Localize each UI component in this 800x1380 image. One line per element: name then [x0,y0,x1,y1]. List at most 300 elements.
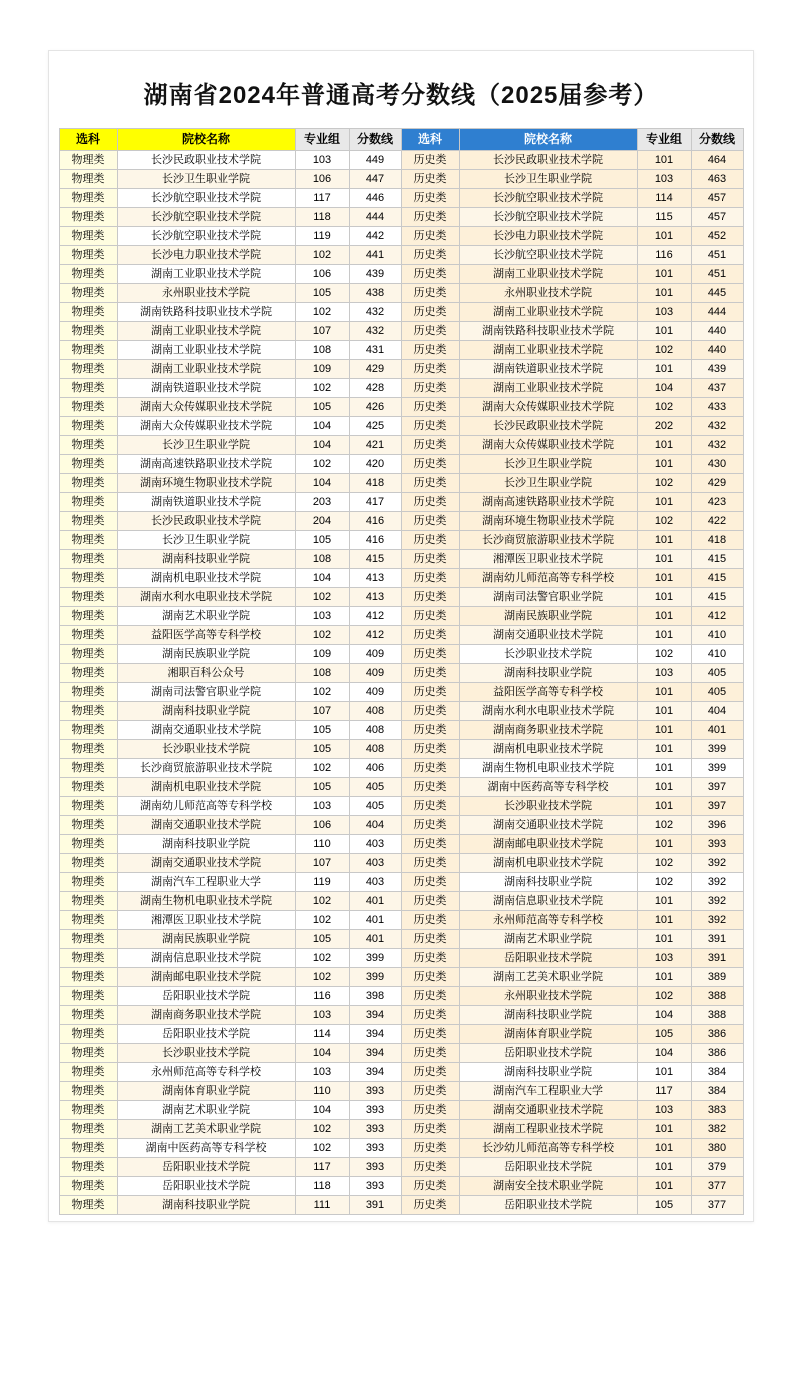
cell-school-right: 湖南工程职业技术学院 [459,1120,637,1139]
cell-score-left: 394 [349,1006,401,1025]
cell-score-right: 392 [691,854,743,873]
cell-score-right: 412 [691,607,743,626]
cell-subject-left: 物理类 [59,322,117,341]
cell-group-left: 102 [295,588,349,607]
cell-score-left: 393 [349,1101,401,1120]
cell-score-right: 418 [691,531,743,550]
table-row [59,341,743,360]
cell-subject-left: 物理类 [59,474,117,493]
cell-score-right: 397 [691,797,743,816]
table-row [59,569,743,588]
cell-school-left: 永州职业技术学院 [117,284,295,303]
cell-score-right: 430 [691,455,743,474]
table-row [59,208,743,227]
cell-subject-left: 物理类 [59,265,117,284]
cell-school-right: 湖南司法警官职业学院 [459,588,637,607]
cell-subject-right: 历史类 [401,968,459,987]
cell-group-left: 104 [295,417,349,436]
cell-school-right: 湖南交通职业技术学院 [459,626,637,645]
cell-score-right: 405 [691,683,743,702]
cell-subject-right: 历史类 [401,835,459,854]
score-line-table [59,128,744,1215]
cell-subject-right: 历史类 [401,227,459,246]
table-row [59,873,743,892]
cell-score-right: 384 [691,1063,743,1082]
cell-group-right: 101 [637,151,691,170]
cell-subject-left: 物理类 [59,683,117,702]
cell-school-right: 长沙职业技术学院 [459,797,637,816]
cell-group-right: 101 [637,588,691,607]
cell-subject-left: 物理类 [59,1063,117,1082]
cell-score-left: 393 [349,1139,401,1158]
cell-subject-right: 历史类 [401,1177,459,1196]
cell-subject-left: 物理类 [59,1139,117,1158]
cell-school-right: 湖南工业职业技术学院 [459,265,637,284]
cell-score-left: 421 [349,436,401,455]
cell-school-left: 湖南水利水电职业技术学院 [117,588,295,607]
cell-group-right: 102 [637,474,691,493]
cell-school-right: 湖南信息职业技术学院 [459,892,637,911]
cell-subject-right: 历史类 [401,911,459,930]
cell-subject-left: 物理类 [59,797,117,816]
cell-subject-right: 历史类 [401,645,459,664]
cell-subject-left: 物理类 [59,968,117,987]
table-row [59,759,743,778]
cell-subject-right: 历史类 [401,816,459,835]
cell-subject-right: 历史类 [401,1044,459,1063]
cell-subject-right: 历史类 [401,721,459,740]
cell-school-right: 长沙航空职业技术学院 [459,189,637,208]
table-row [59,550,743,569]
cell-score-left: 429 [349,360,401,379]
cell-group-left: 102 [295,911,349,930]
cell-group-left: 108 [295,550,349,569]
cell-school-left: 湖南机电职业技术学院 [117,778,295,797]
cell-group-right: 101 [637,759,691,778]
cell-group-left: 103 [295,797,349,816]
cell-score-left: 447 [349,170,401,189]
cell-subject-right: 历史类 [401,778,459,797]
table-row [59,1025,743,1044]
cell-subject-right: 历史类 [401,550,459,569]
cell-subject-right: 历史类 [401,1082,459,1101]
cell-subject-left: 物理类 [59,949,117,968]
cell-group-left: 116 [295,987,349,1006]
table-row [59,284,743,303]
cell-school-left: 湖南民族职业学院 [117,645,295,664]
table-row [59,398,743,417]
cell-school-right: 湖南工业职业技术学院 [459,341,637,360]
cell-school-left: 湖南商务职业技术学院 [117,1006,295,1025]
cell-school-right: 长沙民政职业技术学院 [459,151,637,170]
cell-subject-right: 历史类 [401,683,459,702]
cell-subject-right: 历史类 [401,987,459,1006]
cell-school-left: 长沙航空职业技术学院 [117,208,295,227]
cell-score-left: 399 [349,949,401,968]
cell-school-left: 益阳医学高等专科学校 [117,626,295,645]
table-row [59,987,743,1006]
cell-school-right: 湖南科技职业学院 [459,664,637,683]
cell-group-left: 104 [295,569,349,588]
cell-score-right: 404 [691,702,743,721]
cell-group-left: 102 [295,455,349,474]
cell-subject-left: 物理类 [59,550,117,569]
cell-school-right: 湖南工艺美术职业学院 [459,968,637,987]
cell-school-left: 湖南机电职业技术学院 [117,569,295,588]
cell-subject-left: 物理类 [59,1158,117,1177]
cell-score-left: 444 [349,208,401,227]
cell-group-right: 101 [637,835,691,854]
cell-group-left: 119 [295,227,349,246]
cell-group-right: 202 [637,417,691,436]
cell-subject-right: 历史类 [401,1063,459,1082]
cell-subject-left: 物理类 [59,493,117,512]
cell-group-right: 102 [637,341,691,360]
cell-score-right: 391 [691,949,743,968]
cell-score-right: 415 [691,550,743,569]
cell-school-left: 湖南铁道职业技术学院 [117,493,295,512]
cell-subject-right: 历史类 [401,569,459,588]
cell-score-right: 388 [691,987,743,1006]
cell-group-left: 105 [295,930,349,949]
cell-score-left: 409 [349,683,401,702]
cell-group-left: 102 [295,1120,349,1139]
cell-subject-left: 物理类 [59,607,117,626]
cell-group-left: 105 [295,398,349,417]
cell-group-right: 101 [637,322,691,341]
cell-group-left: 102 [295,1139,349,1158]
cell-school-right: 湖南机电职业技术学院 [459,740,637,759]
cell-score-left: 405 [349,778,401,797]
cell-subject-left: 物理类 [59,778,117,797]
cell-subject-left: 物理类 [59,1101,117,1120]
cell-subject-right: 历史类 [401,151,459,170]
table-row [59,1063,743,1082]
cell-school-left: 湖南体育职业学院 [117,1082,295,1101]
cell-subject-right: 历史类 [401,1196,459,1215]
cell-school-left: 湖南艺术职业学院 [117,1101,295,1120]
cell-group-left: 103 [295,1006,349,1025]
cell-score-right: 410 [691,626,743,645]
cell-school-left: 岳阳职业技术学院 [117,987,295,1006]
cell-score-right: 384 [691,1082,743,1101]
cell-score-left: 438 [349,284,401,303]
cell-score-left: 404 [349,816,401,835]
cell-subject-left: 物理类 [59,398,117,417]
table-row [59,1006,743,1025]
cell-score-left: 403 [349,854,401,873]
cell-subject-right: 历史类 [401,417,459,436]
cell-score-left: 432 [349,322,401,341]
cell-score-left: 398 [349,987,401,1006]
cell-group-left: 107 [295,702,349,721]
cell-subject-right: 历史类 [401,1120,459,1139]
cell-score-right: 444 [691,303,743,322]
cell-subject-left: 物理类 [59,284,117,303]
cell-school-right: 湖南科技职业学院 [459,1006,637,1025]
cell-score-left: 403 [349,873,401,892]
table-row [59,531,743,550]
cell-score-left: 415 [349,550,401,569]
cell-subject-left: 物理类 [59,854,117,873]
table-row [59,664,743,683]
cell-score-right: 422 [691,512,743,531]
cell-school-left: 岳阳职业技术学院 [117,1177,295,1196]
cell-score-left: 412 [349,607,401,626]
table-row [59,607,743,626]
cell-group-right: 102 [637,987,691,1006]
cell-score-right: 386 [691,1044,743,1063]
cell-school-left: 湖南工业职业技术学院 [117,322,295,341]
cell-school-left: 湖南科技职业学院 [117,835,295,854]
cell-subject-right: 历史类 [401,664,459,683]
cell-group-left: 114 [295,1025,349,1044]
cell-school-left: 湖南工业职业技术学院 [117,265,295,284]
cell-school-right: 湖南民族职业学院 [459,607,637,626]
cell-school-left: 岳阳职业技术学院 [117,1025,295,1044]
cell-subject-right: 历史类 [401,1158,459,1177]
table-row [59,170,743,189]
cell-score-right: 383 [691,1101,743,1120]
cell-group-left: 105 [295,284,349,303]
table-row [59,968,743,987]
cell-school-right: 湖南水利水电职业技术学院 [459,702,637,721]
cell-score-left: 394 [349,1044,401,1063]
cell-subject-left: 物理类 [59,436,117,455]
cell-score-right: 423 [691,493,743,512]
cell-school-right: 长沙幼儿师范高等专科学校 [459,1139,637,1158]
cell-group-left: 102 [295,949,349,968]
cell-subject-left: 物理类 [59,987,117,1006]
cell-score-left: 408 [349,721,401,740]
cell-group-right: 105 [637,1025,691,1044]
cell-subject-left: 物理类 [59,208,117,227]
cell-group-left: 104 [295,436,349,455]
cell-group-left: 117 [295,189,349,208]
cell-score-left: 408 [349,702,401,721]
cell-subject-right: 历史类 [401,303,459,322]
cell-school-right: 长沙职业技术学院 [459,645,637,664]
cell-score-left: 416 [349,531,401,550]
table-row [59,474,743,493]
table-row [59,892,743,911]
cell-score-left: 403 [349,835,401,854]
cell-school-left: 长沙电力职业技术学院 [117,246,295,265]
cell-group-right: 101 [637,968,691,987]
cell-score-left: 393 [349,1082,401,1101]
cell-subject-right: 历史类 [401,170,459,189]
header-cell: 院校名称 [459,129,637,151]
cell-subject-left: 物理类 [59,531,117,550]
cell-subject-right: 历史类 [401,341,459,360]
cell-score-right: 429 [691,474,743,493]
header-cell: 分数线 [349,129,401,151]
table-row [59,417,743,436]
cell-school-right: 湖南汽车工程职业大学 [459,1082,637,1101]
cell-school-left: 湘潭医卫职业技术学院 [117,911,295,930]
cell-school-right: 长沙卫生职业学院 [459,455,637,474]
cell-subject-left: 物理类 [59,189,117,208]
table-row [59,436,743,455]
cell-group-right: 103 [637,1101,691,1120]
cell-school-right: 湖南生物机电职业技术学院 [459,759,637,778]
content-card [48,50,754,1222]
cell-score-left: 393 [349,1158,401,1177]
cell-group-right: 101 [637,797,691,816]
cell-subject-right: 历史类 [401,892,459,911]
cell-score-left: 425 [349,417,401,436]
cell-score-left: 409 [349,664,401,683]
table-row [59,322,743,341]
cell-score-left: 431 [349,341,401,360]
cell-group-left: 102 [295,379,349,398]
cell-subject-right: 历史类 [401,493,459,512]
cell-group-right: 104 [637,1044,691,1063]
cell-school-right: 岳阳职业技术学院 [459,949,637,968]
cell-subject-right: 历史类 [401,531,459,550]
cell-group-right: 101 [637,455,691,474]
cell-school-left: 长沙卫生职业学院 [117,531,295,550]
cell-school-left: 湖南科技职业学院 [117,550,295,569]
cell-subject-right: 历史类 [401,797,459,816]
page-fade [48,1360,752,1380]
cell-score-left: 394 [349,1025,401,1044]
cell-group-right: 102 [637,645,691,664]
cell-group-right: 101 [637,892,691,911]
cell-group-right: 104 [637,1006,691,1025]
cell-school-right: 长沙商贸旅游职业技术学院 [459,531,637,550]
cell-school-left: 湘职百科公众号 [117,664,295,683]
cell-subject-right: 历史类 [401,284,459,303]
cell-subject-right: 历史类 [401,208,459,227]
cell-score-left: 393 [349,1120,401,1139]
cell-school-left: 湖南工艺美术职业学院 [117,1120,295,1139]
cell-subject-left: 物理类 [59,1196,117,1215]
cell-group-right: 101 [637,930,691,949]
cell-group-left: 103 [295,151,349,170]
cell-subject-right: 历史类 [401,474,459,493]
cell-subject-left: 物理类 [59,512,117,531]
cell-group-left: 118 [295,1177,349,1196]
cell-subject-right: 历史类 [401,436,459,455]
cell-group-left: 108 [295,664,349,683]
cell-score-right: 432 [691,436,743,455]
cell-school-right: 永州师范高等专科学校 [459,911,637,930]
cell-score-left: 439 [349,265,401,284]
cell-group-left: 110 [295,1082,349,1101]
table-row [59,949,743,968]
cell-school-right: 长沙电力职业技术学院 [459,227,637,246]
cell-score-left: 413 [349,588,401,607]
cell-school-left: 湖南铁道职业技术学院 [117,379,295,398]
table-row [59,1158,743,1177]
cell-school-right: 岳阳职业技术学院 [459,1158,637,1177]
table-row [59,227,743,246]
cell-subject-right: 历史类 [401,512,459,531]
cell-group-left: 102 [295,759,349,778]
cell-group-left: 102 [295,246,349,265]
cell-score-right: 389 [691,968,743,987]
cell-score-right: 379 [691,1158,743,1177]
cell-school-right: 湖南体育职业学院 [459,1025,637,1044]
cell-subject-left: 物理类 [59,151,117,170]
cell-group-left: 204 [295,512,349,531]
cell-school-right: 永州职业技术学院 [459,284,637,303]
cell-score-left: 426 [349,398,401,417]
table-row [59,645,743,664]
cell-subject-left: 物理类 [59,645,117,664]
table-row [59,740,743,759]
cell-group-right: 101 [637,1177,691,1196]
header-cell: 选科 [401,129,459,151]
cell-subject-right: 历史类 [401,246,459,265]
cell-school-left: 湖南交通职业技术学院 [117,721,295,740]
cell-school-right: 湖南科技职业学院 [459,873,637,892]
cell-group-right: 101 [637,436,691,455]
cell-score-right: 457 [691,208,743,227]
cell-subject-left: 物理类 [59,835,117,854]
cell-subject-left: 物理类 [59,569,117,588]
cell-group-right: 101 [637,550,691,569]
cell-subject-right: 历史类 [401,379,459,398]
cell-score-left: 417 [349,493,401,512]
cell-subject-left: 物理类 [59,702,117,721]
table-row [59,1120,743,1139]
cell-school-right: 湖南中医药高等专科学校 [459,778,637,797]
cell-school-right: 长沙航空职业技术学院 [459,208,637,227]
cell-group-right: 102 [637,816,691,835]
cell-group-left: 102 [295,626,349,645]
cell-subject-right: 历史类 [401,873,459,892]
cell-subject-left: 物理类 [59,417,117,436]
cell-school-left: 湖南中医药高等专科学校 [117,1139,295,1158]
cell-subject-right: 历史类 [401,455,459,474]
cell-group-left: 104 [295,1044,349,1063]
cell-school-left: 湖南生物机电职业技术学院 [117,892,295,911]
cell-group-left: 111 [295,1196,349,1215]
cell-group-right: 103 [637,303,691,322]
cell-group-left: 104 [295,474,349,493]
cell-score-left: 416 [349,512,401,531]
cell-school-left: 湖南科技职业学院 [117,702,295,721]
cell-school-left: 长沙职业技术学院 [117,740,295,759]
table-row [59,265,743,284]
cell-school-left: 岳阳职业技术学院 [117,1158,295,1177]
cell-group-right: 101 [637,531,691,550]
cell-score-right: 388 [691,1006,743,1025]
table-row [59,778,743,797]
cell-subject-left: 物理类 [59,664,117,683]
cell-school-right: 岳阳职业技术学院 [459,1044,637,1063]
cell-score-left: 420 [349,455,401,474]
cell-subject-left: 物理类 [59,816,117,835]
cell-subject-left: 物理类 [59,626,117,645]
cell-score-right: 445 [691,284,743,303]
cell-school-right: 湖南幼儿师范高等专科学校 [459,569,637,588]
cell-group-left: 105 [295,778,349,797]
cell-school-left: 长沙民政职业技术学院 [117,151,295,170]
cell-score-right: 451 [691,265,743,284]
table-row [59,1177,743,1196]
page-title: 湖南省2024年普通高考分数线（2025届参考） [143,82,659,109]
cell-group-right: 101 [637,1063,691,1082]
cell-school-right: 湖南交通职业技术学院 [459,1101,637,1120]
cell-score-left: 441 [349,246,401,265]
cell-subject-left: 物理类 [59,759,117,778]
cell-group-left: 109 [295,360,349,379]
cell-subject-right: 历史类 [401,949,459,968]
cell-group-left: 106 [295,265,349,284]
